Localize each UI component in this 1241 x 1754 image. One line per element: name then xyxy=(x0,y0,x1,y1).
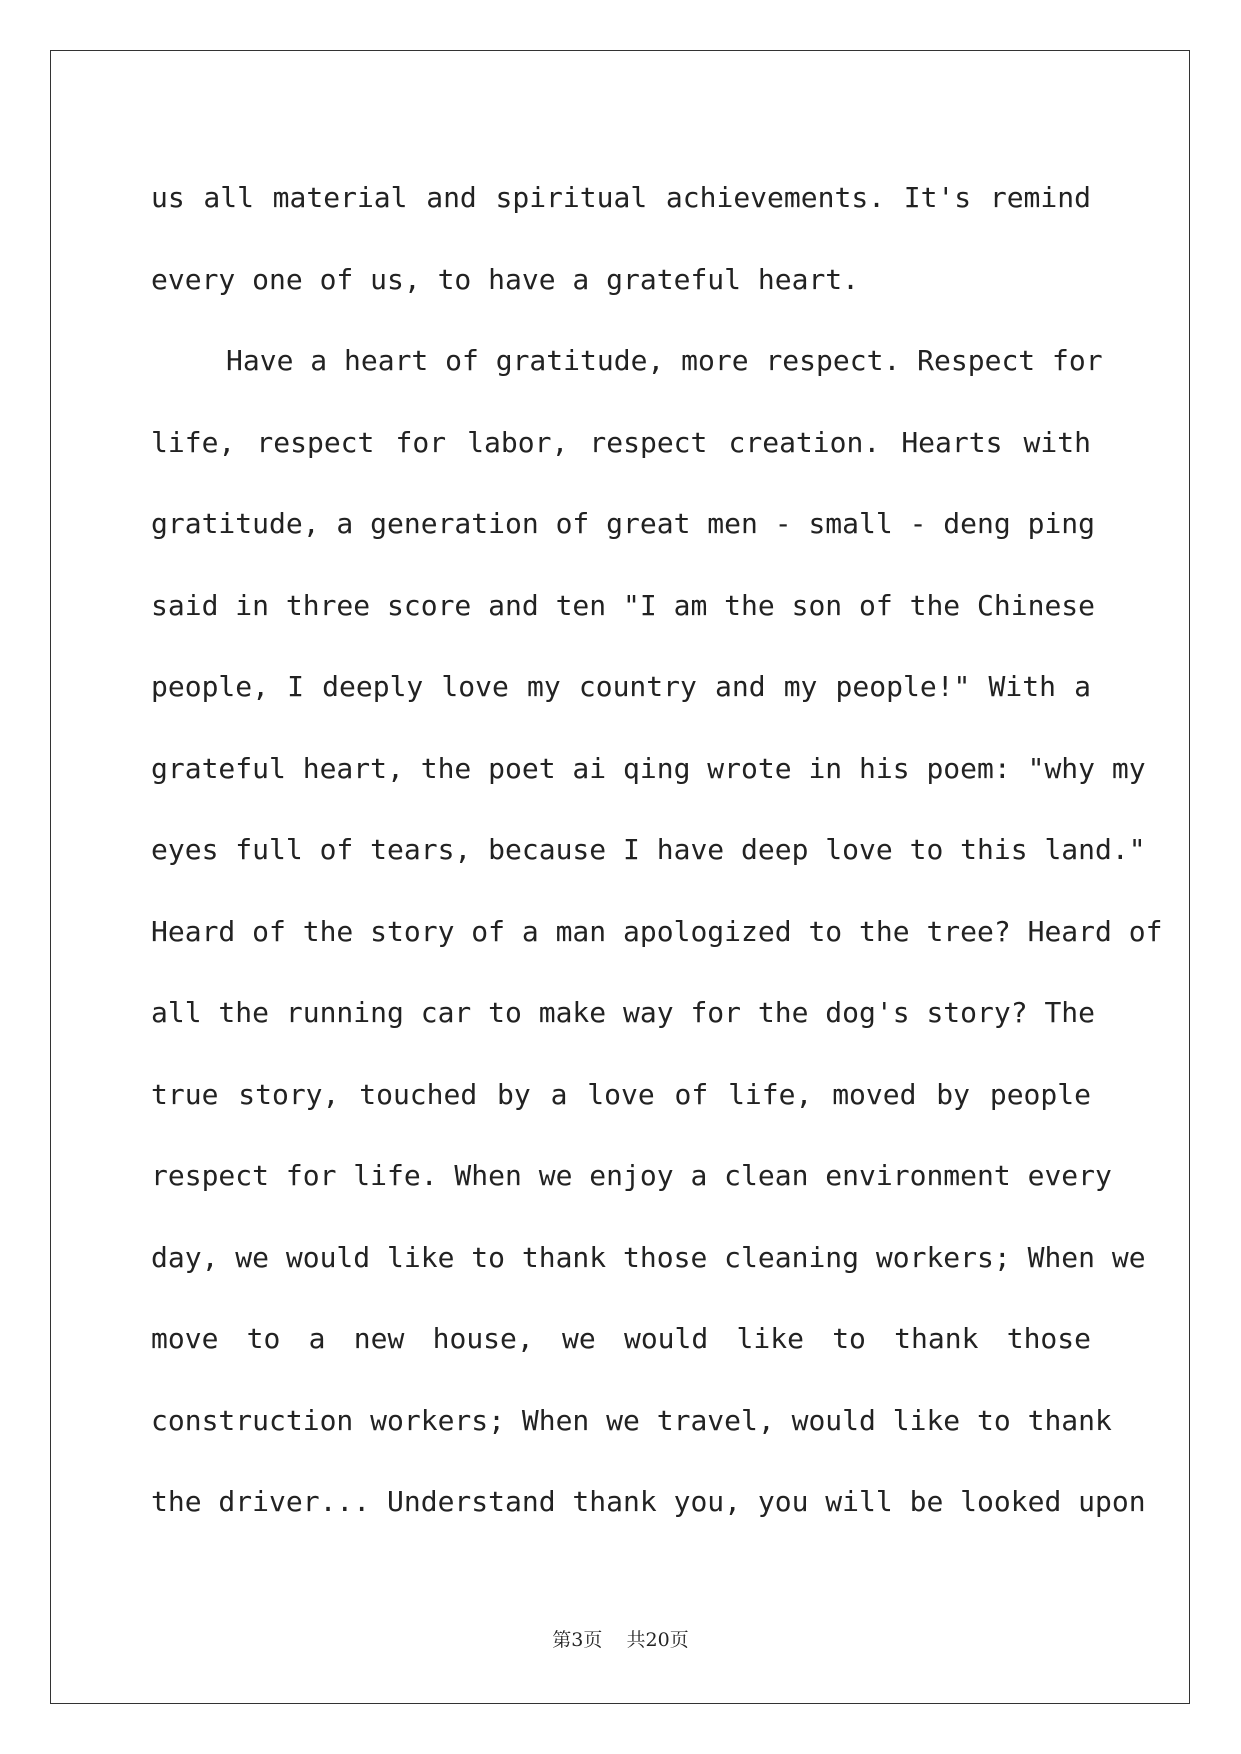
text-line: move to a new house, we would like to thank those xyxy=(151,1322,1091,1355)
body-text xyxy=(151,157,1163,1543)
text-line: construction workers; When we travel, would like to thank xyxy=(151,1403,1112,1437)
text-line: every one of us, to have a grateful heart. xyxy=(151,262,860,296)
page-total: 共20页 xyxy=(626,1629,689,1651)
text-line: Heard of the story of a man apologized to the tree? Heard of xyxy=(151,914,1163,948)
text-line: eyes full of tears, because I have deep love to this land." xyxy=(151,833,1146,866)
page-number: 第3页 xyxy=(552,1629,603,1651)
text-line: people, I deeply love my country and my people!" With a xyxy=(151,670,1091,703)
text-line: gratitude, a generation of great men - small - deng ping xyxy=(151,507,1096,540)
page-footer xyxy=(0,1625,1241,1655)
text-line: all the running car to make way for the dog's story? The xyxy=(151,996,1096,1029)
text-line: said in three score and ten "I am the son of the Chinese xyxy=(151,588,1096,622)
text-line: life, respect for labor, respect creation. Hearts with xyxy=(151,425,1091,459)
text-line: us all material and spiritual achievements. It's remind xyxy=(151,181,1091,214)
text-line: the driver... Understand thank you, you will be looked upon xyxy=(151,1485,1146,1518)
text-line: grateful heart, the poet ai qing wrote in his poem: "why my xyxy=(151,751,1146,785)
text-line: respect for life. When we enjoy a clean environment every xyxy=(151,1159,1112,1192)
text-line: Have a heart of gratitude, more respect. Respect for xyxy=(226,344,1103,377)
text-line: day, we would like to thank those cleaning workers; When we xyxy=(151,1240,1146,1274)
text-line: true story, touched by a love of life, moved by people xyxy=(151,1077,1091,1111)
